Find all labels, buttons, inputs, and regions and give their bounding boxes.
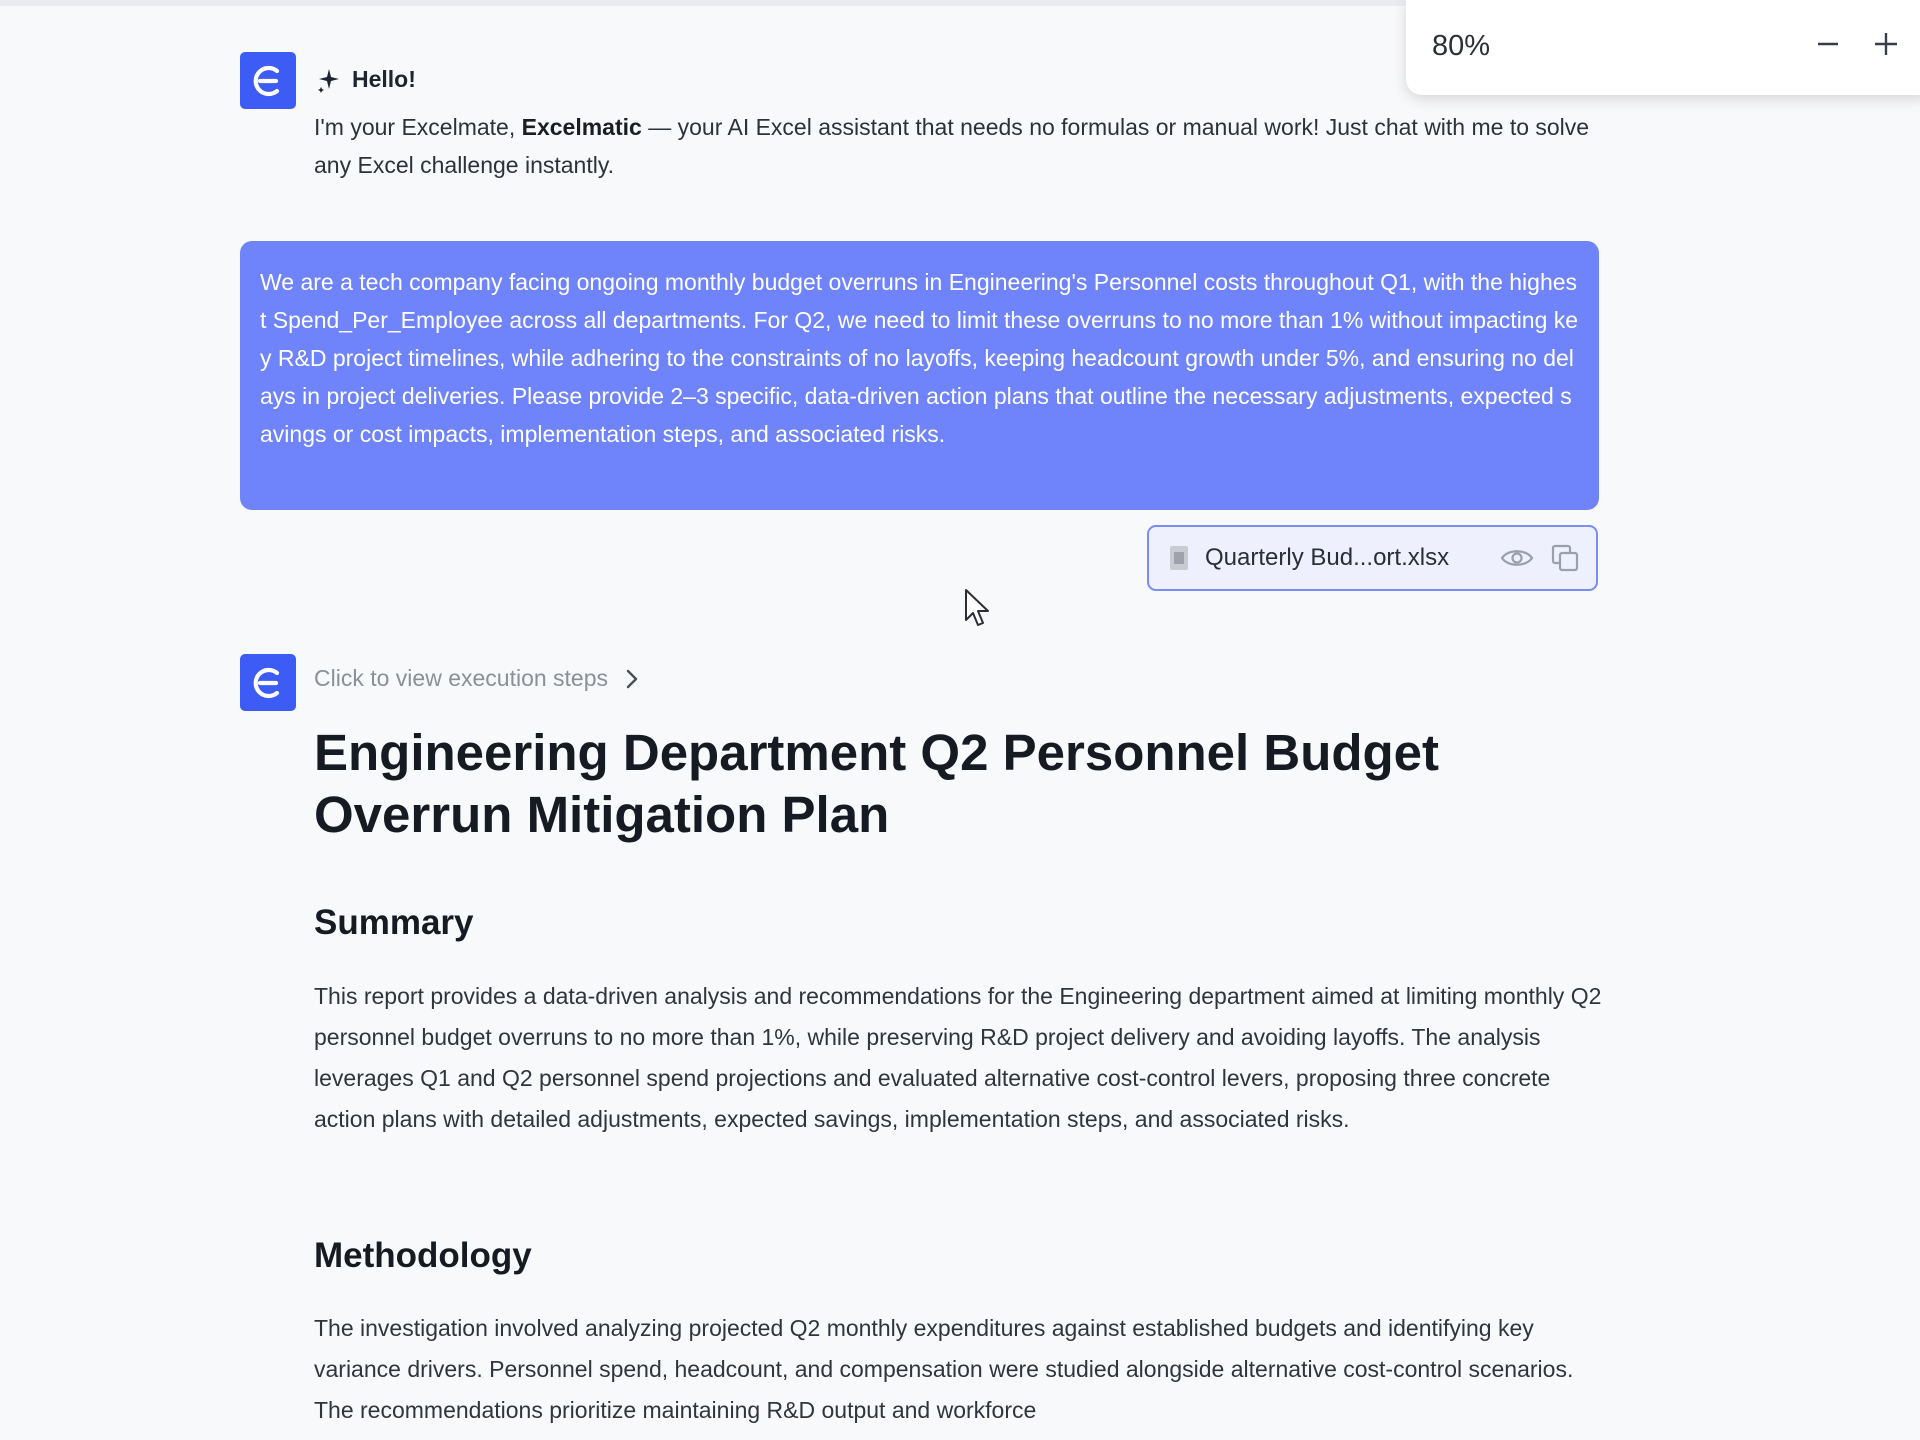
- greeting-title-text: Hello!: [352, 66, 416, 92]
- assistant-avatar-response: [240, 654, 296, 711]
- greeting-intro-suffix: — your AI Excel assistant that needs no formulas or manual work! Just chat with me to solve any Excel challenge instantly.: [314, 114, 1590, 178]
- assistant-avatar: [240, 52, 296, 109]
- attachment-file-name: Quarterly Bud...ort.xlsx: [1205, 544, 1450, 571]
- eye-icon: [1500, 547, 1534, 569]
- excelmatic-logo-icon: [251, 666, 285, 700]
- greeting-intro-prefix: I'm your Excelmate,: [314, 114, 522, 140]
- zoom-popup: [1406, 0, 1920, 95]
- preview-button[interactable]: [1500, 543, 1534, 573]
- copy-button[interactable]: [1548, 543, 1582, 573]
- sparkle-icon: [316, 67, 342, 93]
- attachment-chip[interactable]: [1147, 525, 1598, 591]
- excelmatic-logo-icon: [251, 64, 285, 98]
- report-title: Engineering Department Q2 Personnel Budget Overrun Mitigation Plan: [314, 724, 1440, 843]
- methodology-body: The investigation involved analyzing projected Q2 monthly expenditures against established budgets and identifying key variance drivers. Personnel spend, headcount, and compensation were studied alongside alternative cost-control scenarios. The recommendations prioritize maintaining R&D output and workforce: [314, 1315, 1574, 1423]
- minus-icon: [1816, 32, 1840, 56]
- zoom-out-button[interactable]: [1806, 22, 1850, 66]
- excel-file-icon: [1169, 545, 1189, 571]
- zoom-level: 80%: [1432, 30, 1491, 62]
- summary-heading: Summary: [314, 903, 474, 942]
- greeting-title: [316, 66, 416, 93]
- execution-steps-label: Click to view execution steps: [314, 665, 609, 691]
- copy-icon: [1551, 544, 1579, 572]
- chevron-right-icon: [626, 669, 638, 689]
- brand-name: Excelmatic: [521, 114, 642, 140]
- summary-body: This report provides a data-driven analysis and recommendations for the Engineering department aimed at limiting monthly Q2 personnel budget overruns to no more than 1%, while preserving R&D project delivery and avoiding layoffs. The analysis leverages Q1 and Q2 personnel spend projections and evaluated alternative cost-control levers, proposing three concrete action plans with detailed adjustments, expected savings, implementation steps, and associated risks.: [314, 983, 1602, 1132]
- greeting-message: [314, 108, 1604, 184]
- plus-icon: [1873, 31, 1899, 57]
- view-execution-steps-link[interactable]: [314, 665, 638, 692]
- zoom-in-button[interactable]: [1864, 22, 1908, 66]
- user-message-bubble: We are a tech company facing ongoing monthly budget overruns in Engineering's Personnel costs throughout Q1, with the highest Spend_Per_Employee across all departments. For Q2, we need to limit these overruns to no more than 1% without impacting key R&D project timelines, while adhering to the constraints of no layoffs, keeping headcount growth under 5%, and ensuring no delays in project deliveries. Please provide 2–3 specific, data-driven action plans that outline the necessary adjustments, expected savings or cost impacts, implementation steps, and associated risks.: [240, 241, 1599, 510]
- methodology-heading: Methodology: [314, 1236, 532, 1275]
- mouse-cursor-icon: [964, 588, 992, 628]
